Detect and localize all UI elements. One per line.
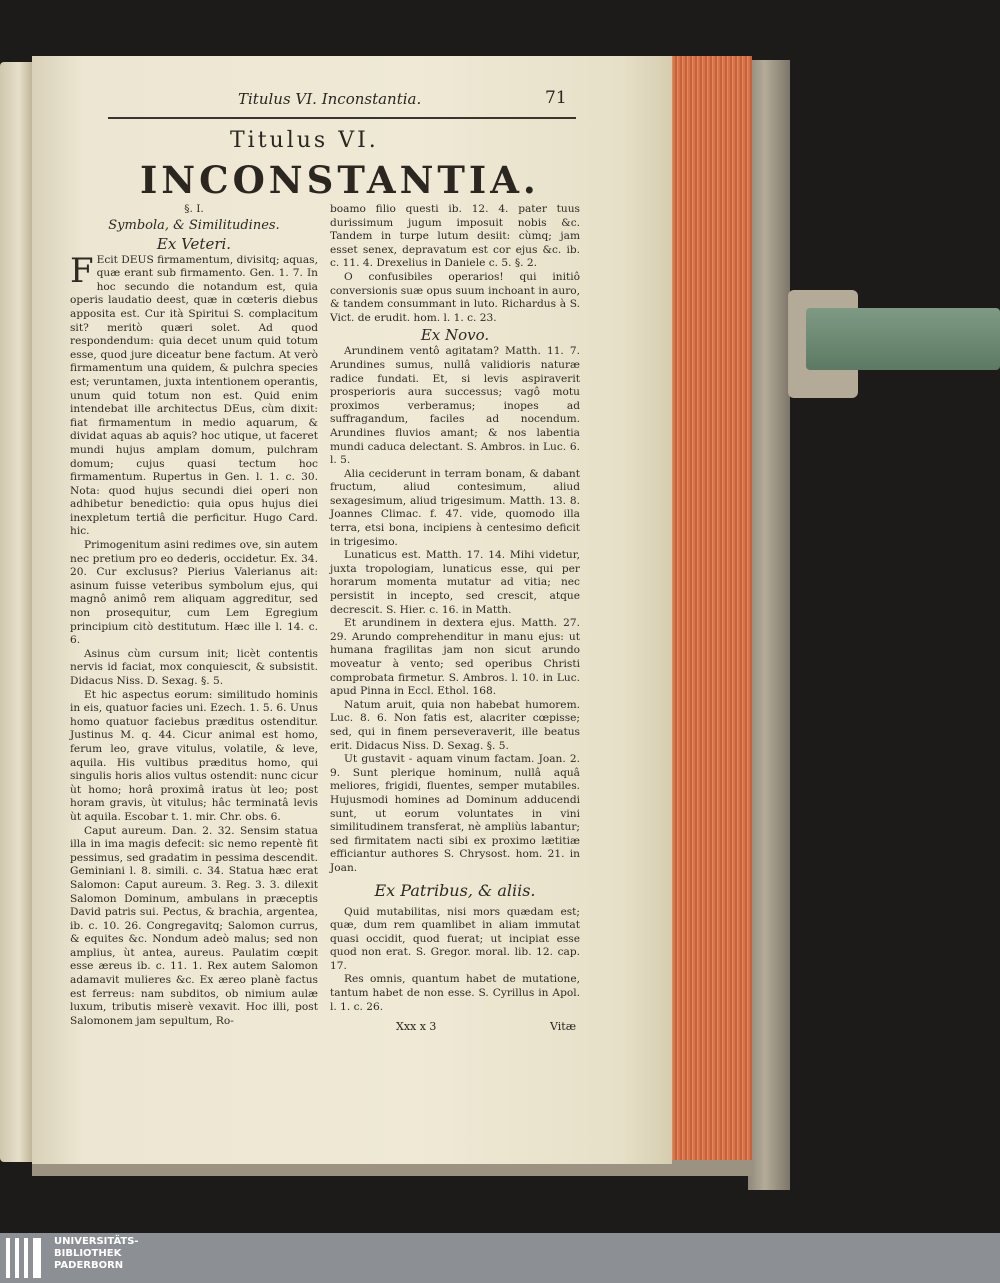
metal-clasp: [806, 308, 1000, 370]
library-logo-icon: [6, 1238, 46, 1278]
column-right: [330, 203, 580, 1014]
subsection-heading: Ex Novo.: [420, 326, 490, 345]
paragraph: Quid mutabilitas, nisi mors quædam est; quæ, dum rem quamlibet in aliam immutat quasi occidit, quod fuerat; ut incipiat esse quod non erat. S. Gregor. moral. lib. 12. cap. 17.: [330, 905, 580, 972]
paragraph: Caput aureum. Dan. 2. 32. Sensim statua illa in ima magis defecit: sic nemo repentè fit pessimus, sed gradatim in pessima descendit. Geminiani l. 8. simili. c. 34. Statua hæc erat Salomon: Caput aureum. 3. Reg. 3. 3. dilexit Salomon Dominum, ambulans in præceptis David patris sui. Pectus, & brachia, argentea, ib. c. 10. 26. Congregavitq; Salomon currus, & equites &c. Nondum adeò malus; sed non amplius, ùt antea, aureus. Paulatim cœpit esse æreus ib. c. 11. 1. Rex autem Salomon adamavit mulieres &c. Ex æreo planè factus est ferreus: nam subditos, ob nimium aulæ luxum, tributis miserè vexavit. Hoc illi, post Salomonem jam sepultum, Ro-: [70, 824, 318, 1027]
left-page-edge: [0, 62, 32, 1162]
paragraph: Asinus cùm cursum init; licèt contentis nervis id faciat, mox conquiescit, & subsistit. Didacus Niss. D. Sexag. §. 5.: [70, 647, 318, 687]
chapter-heading: INCONSTANTIA.: [140, 158, 540, 202]
chapter-title: Titulus VI.: [230, 128, 379, 153]
subsection-heading: Ex Veteri.: [156, 234, 232, 253]
paragraph: Natum aruit, quia non habebat humorem. Luc. 8. 6. Non fatis est, alacriter cœpisse; sed, qui in finem perseveraverit, ille beatus erit. Didacus Niss. D. Sexag. §. 5.: [330, 698, 580, 752]
page-edges: [668, 56, 752, 1172]
paragraph: Et hic aspectus eorum: similitudo hominis in eis, quatuor facies uni. Ezech. 1. 5. 6. Unus homo quatuor faciebus præditus ostenditur. Justinus M. q. 44. Cicur animal est homo, ferum leo, grave vitulus, volatile, & leve, aquila. His vultibus præditus homo, qui singulis horis alios vultus ostendit: nunc cicur ùt homo; horâ proximâ iratus ùt leo; post horam gravis, ùt vitulus; hâc terminatâ levis ùt aquila. Escobar t. 1. mir. Chr. obs. 6.: [70, 688, 318, 823]
section-subhead: Symbola, & Similitudines.: [108, 217, 280, 233]
drop-cap: F: [70, 250, 94, 291]
paragraph: Alia ceciderunt in terram bonam, & dabant fructum, aliud contesimum, aliud sexagesimum, aliud trigesimum. Matth. 13. 8. Joannes Climac. f. 47. vide, quomodo illa terra, etsi bona, incipiens à centesimo deficit in trigesimo.: [330, 467, 580, 548]
column-left: [70, 203, 318, 1028]
paragraph: [70, 250, 318, 539]
book-cover-board: [748, 60, 790, 1190]
paragraph: Arundinem ventô agitatam? Matth. 11. 7. Arundines sumus, nullâ validioris naturæ radice fundati. Et, si levis aspiraverit prosperioris aura successus; vagô motu proximos verberamus; inopes ad suffragandum, faciles ad nocendum. Arundines fluvios amant; & nos labentia mundi caduca delectant. S. Ambros. in Luc. 6. l. 5.: [330, 345, 580, 467]
header-rule: [108, 117, 576, 119]
logo-line: BIBLIOTHEK: [54, 1248, 122, 1259]
running-title: Titulus VI. Inconstantia.: [238, 90, 422, 108]
paragraph: Ut gustavit - aquam vinum factam. Joan. 2. 9. Sunt plerique hominum, nullâ aquâ meliores, frigidi, fluentes, semper mutabiles. Hujusmodi homines ad Dominum adducendi sunt, ut eorum voluntates in vini similitudinem transferat, nè ampliùs labantur; sed firmitatem nacti sibi ex proximo lætitiæ efficiantur authores S. Chrysost. hom. 21. in Joan.: [330, 753, 580, 874]
paragraph: Et arundinem in dextera ejus. Matth. 27. 29. Arundo comprehenditur in manu ejus: ut humana fragilitas jam non sicut arundo moveatur à vento; sed operibus Christi comprobata firmetur. S. Ambros. l. 10. in Luc. apud Pinna in Eccl. Ethol. 168.: [330, 617, 580, 698]
logo-line: PADERBORN: [54, 1260, 124, 1271]
signature-mark: Xxx x 3: [396, 1020, 437, 1033]
catchword: Vitæ: [550, 1020, 577, 1033]
section-number: §. I.: [184, 203, 204, 215]
page-number: 71: [545, 88, 567, 108]
paragraph: Lunaticus est. Matth. 17. 14. Mihi videtur, juxta tropologiam, lunaticus esse, qui per horarum momenta mutatur ad vitia; nec persistit in incepto, sed crescit, atque decrescit. S. Hier. c. 16. in Matth.: [330, 549, 580, 616]
logo-line: UNIVERSITÄTS-: [54, 1236, 139, 1247]
paragraph: boamo filio questi ib. 12. 4. pater tuus durissimum jugum imposuit nobis &c. Tandem in turpe lutum desiit: cùmq; jam esset senex, depravatum est cor ejus &c. ib. c. 11. 4. Drexelius in Daniele c. 5. §. 2.: [330, 203, 580, 270]
library-footer-band: [0, 1233, 1000, 1283]
paragraph-text: Ecit DEUS firmamentum, divisitq; aquas, quæ erant sub firmamento. Gen. 1. 7. In hoc secundo die notandum est, quia operis laudatio deest, quæ in cœteris diebus apposita est. Cur ità Spiritui S. complacitum sit? meritò quæri solet. Ad quod respondendum: quia decet unum quid totum esse, quod jure diceatur bene factum. At verò firmamentum una quidem, & pulchra species est; veruntamen, juxta intentionem operantis, unum quid totum non est. Quid enim intendebat ille architectus DEus, cùm dixit: fiat firmamentum in medio aquarum, & dividat aquas ab aquis? hoc utique, ut faceret mundi hujus amplam domum, pulchram domum; cujus quasi tectum hoc firmamentum. Rupertus in Gen. l. 1. c. 30. Nota: quod hujus secundi diei operi non adhibetur benedictio: quia opus hujus diei inexpletum tertiâ die perficitur. Hugo Card. hic.: [70, 253, 318, 538]
library-logo-text: [54, 1236, 139, 1272]
paragraph: Res omnis, quantum habet de mutatione, tantum habet de non esse. S. Cyrillus in Apol. l. 1. c. 26.: [330, 973, 580, 1013]
subsection-heading: Ex Patribus, & aliis.: [374, 880, 536, 900]
paragraph: Primogenitum asini redimes ove, sin autem nec pretium pro eo dederis, occidetur. Ex. 34. 20. Cur exclusus? Pierius Valerianus ait: asinum fuisse veteribus symbolum ejus, qui magnô animô rem aliquam aggreditur, sed non prosequitur, cum Lem Egregium principium citò destitutum. Hæc ille l. 14. c. 6.: [70, 539, 318, 647]
paragraph: O confusibiles operarios! qui initiô conversionis suæ opus suum inchoant in auro, & tandem consummant in luto. Richardus à S. Vict. de erudit. hom. l. 1. c. 23.: [330, 270, 580, 324]
